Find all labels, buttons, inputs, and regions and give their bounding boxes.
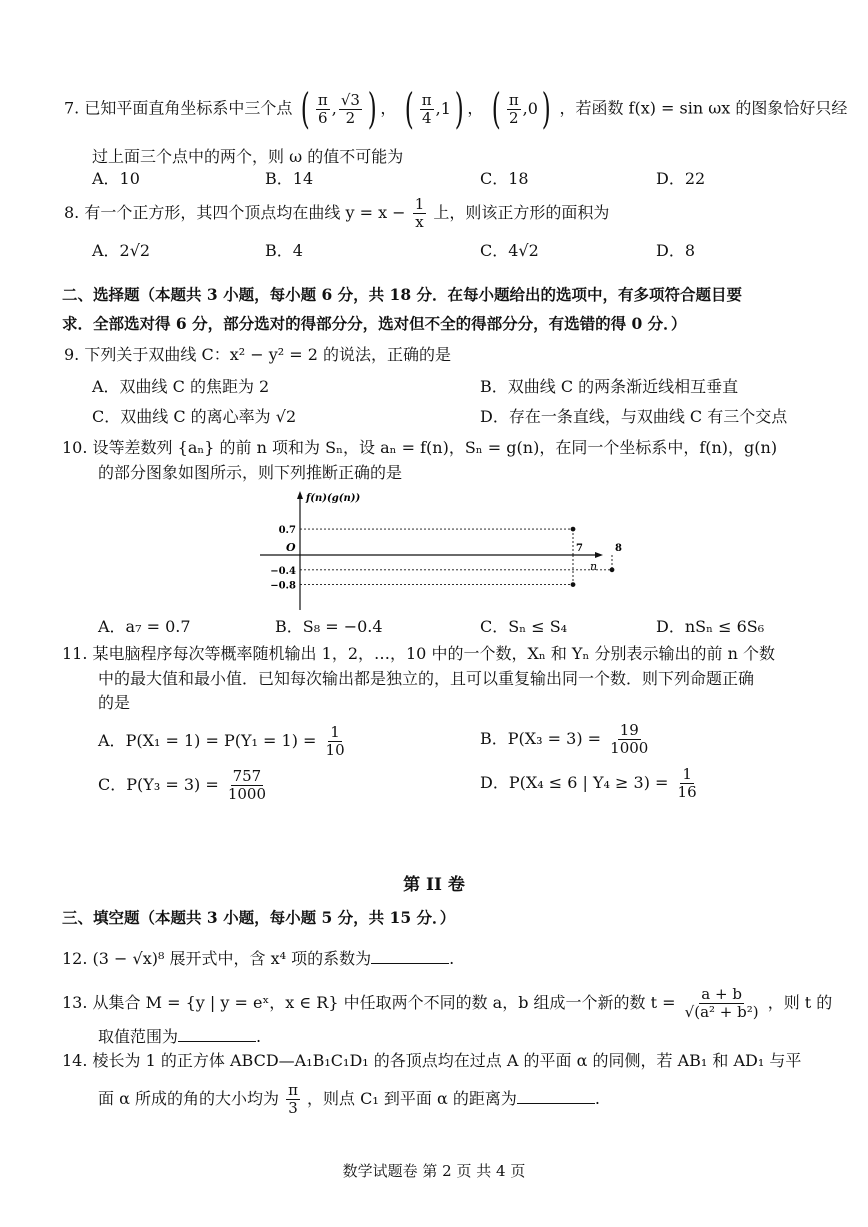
q13-fraction: $\frac{a + b}{\text{√(a² + b²)}}$ <box>684 985 759 1021</box>
q10-line2: 的部分图象如图所示，则下列推断正确的是 <box>98 463 403 482</box>
q13-answer-blank[interactable] <box>178 1027 256 1042</box>
q13-line2: 取值范围为 . <box>98 1027 262 1046</box>
q8-option-b: B．4 <box>265 241 303 260</box>
page-footer: 数学试题卷 第 2 页 共 4 页 <box>342 1162 526 1180</box>
y-tick-label: −0.4 <box>270 565 296 577</box>
q7-point-3: ( $\frac{\pi}{2}$ , 0 ) <box>492 84 551 133</box>
q8-line: 8. 有一个正方形，其四个顶点均在曲线 y = x − $\frac{1}{x}$ 上，则该正方形的面积为 <box>64 195 610 231</box>
q10-line1: 10. 设等差数列 {aₙ} 的前 n 项和为 Sₙ，设 aₙ = f(n)，Sₙ = g(n)，在同一个坐标系中，f(n)，g(n) <box>62 438 778 457</box>
q9-option-a: A．双曲线 C 的焦距为 2 <box>92 377 270 396</box>
q9-option-b: B．双曲线 C 的两条渐近线相互垂直 <box>480 377 739 396</box>
q7-text-b: ，若函数 f(x) = sin ωx 的图象恰好只经 <box>559 98 848 118</box>
q7-line2: 过上面三个点中的两个，则 ω 的值不可能为 <box>92 147 404 166</box>
q7-line1: 7. 已知平面直角坐标系中三个点 ( $\frac{\pi}{6}$ , $\frac{√3}{2}$ ) ， ( $\frac{\pi}{4}$ , 1 ) ， ( $\frac{\pi}{2}$ , 0 ) ，若函数 f(x) = sin ωx 的图象恰好只经 <box>64 84 848 133</box>
q11-option-b: B．P(X₃ = 3) = $\frac{19}{1000}$ <box>480 721 649 757</box>
y-axis-label: f(n)(g(n)) <box>306 493 361 504</box>
y-tick-label: −0.8 <box>270 580 296 592</box>
q11-option-a: A．P(X₁ = 1) = P(Y₁ = 1) = $\frac{1}{10}$ <box>98 723 345 759</box>
x-axis-label: n <box>590 560 598 573</box>
q8-option-a: A．2√2 <box>92 241 151 260</box>
section3-title: 三、填空题（本题共 3 小题，每小题 5 分，共 15 分．） <box>62 908 456 927</box>
q14-line1: 14. 棱长为 1 的正方体 ABCD—A₁B₁C₁D₁ 的各顶点均在过点 A 的平面 α 的同侧，若 AB₁ 和 AD₁ 与平 <box>62 1051 802 1070</box>
q7-option-b: B．14 <box>265 169 314 188</box>
x-tick-label: 7 <box>576 543 583 554</box>
origin-label: O <box>286 541 296 554</box>
part2-title: 第 II 卷 <box>403 875 465 895</box>
q7-point-2: ( $\frac{\pi}{4}$ , 1 ) <box>405 84 464 133</box>
y-axis-arrow <box>297 491 303 499</box>
x-axis-arrow <box>595 552 603 558</box>
q8-option-c: C．4√2 <box>480 241 539 260</box>
q11-option-c: C．P(Y₃ = 3) = $\frac{757}{1000}$ <box>98 767 267 803</box>
q11-option-d: D．P(X₄ ≤ 6 | Y₄ ≥ 3) = $\frac{1}{16}$ <box>480 765 697 801</box>
q14-line2: 面 α 所成的角的大小均为 $\frac{\pi}{3}$ ，则点 C₁ 到平面 α 的距离为 . <box>98 1081 600 1117</box>
q12-answer-blank[interactable] <box>371 949 449 964</box>
q10-option-d: D．nSₙ ≤ 6S₆ <box>656 617 765 636</box>
section2-line2: 求．全部选对得 6 分，部分选对的得部分分，选对但不全的得部分分，有选错的得 0 分．） <box>62 314 687 333</box>
q9-line: 9. 下列关于双曲线 C：x² − y² = 2 的说法，正确的是 <box>64 345 452 364</box>
q9-option-c: C．双曲线 C 的离心率为 √2 <box>92 407 297 426</box>
q9-option-d: D．存在一条直线，与双曲线 C 有三个交点 <box>480 407 788 426</box>
y-tick-label: 0.7 <box>278 525 296 537</box>
q12-line: 12. (3 − √x)⁸ 展开式中，含 x⁴ 项的系数为 . <box>62 949 455 968</box>
q10-option-c: C．Sₙ ≤ S₄ <box>480 617 568 636</box>
q8-option-d: D．8 <box>656 241 696 260</box>
q10-chart <box>255 485 622 615</box>
q10-option-a: A．a₇ = 0.7 <box>98 617 191 636</box>
q11-line3: 的是 <box>98 693 131 712</box>
q7-option-d: D．22 <box>656 169 706 188</box>
q7-point-1: ( $\frac{\pi}{6}$ , $\frac{√3}{2}$ ) <box>301 84 377 133</box>
q14-fraction: $\frac{\pi}{3}$ <box>288 1081 298 1117</box>
q11-line2: 中的最大值和最小值．已知每次输出都是独立的，且可以重复输出同一个数．则下列命题正确 <box>98 669 755 688</box>
x-tick-label: 8 <box>615 543 622 554</box>
q7-number: 7. <box>64 98 80 118</box>
q7-text-a: 已知平面直角坐标系中三个点 <box>84 98 293 118</box>
data-point <box>571 582 576 587</box>
q10-option-b: B．S₈ = −0.4 <box>275 617 383 636</box>
q8-fraction: $\frac{1}{x}$ <box>414 195 425 231</box>
q7-option-c: C．18 <box>480 169 529 188</box>
data-point <box>571 527 576 532</box>
q13-line1: 13. 从集合 M = {y | y = eˣ，x ∈ R} 中任取两个不同的数 a，b 组成一个新的数 t = $\frac{a + b}{\text{√(a² + b²)}}$ ，则 t 的 <box>62 985 833 1021</box>
q7-option-a: A．10 <box>92 169 140 188</box>
data-point <box>610 567 615 572</box>
q11-line1: 11. 某电脑程序每次等概率随机输出 1，2，…，10 中的一个数，Xₙ 和 Yₙ 分别表示输出的前 n 个数 <box>62 644 775 663</box>
section2-line1: 二、选择题（本题共 3 小题，每小题 6 分，共 18 分．在每小题给出的选项中，有多项符合题目要 <box>62 285 743 304</box>
q14-answer-blank[interactable] <box>517 1089 595 1104</box>
